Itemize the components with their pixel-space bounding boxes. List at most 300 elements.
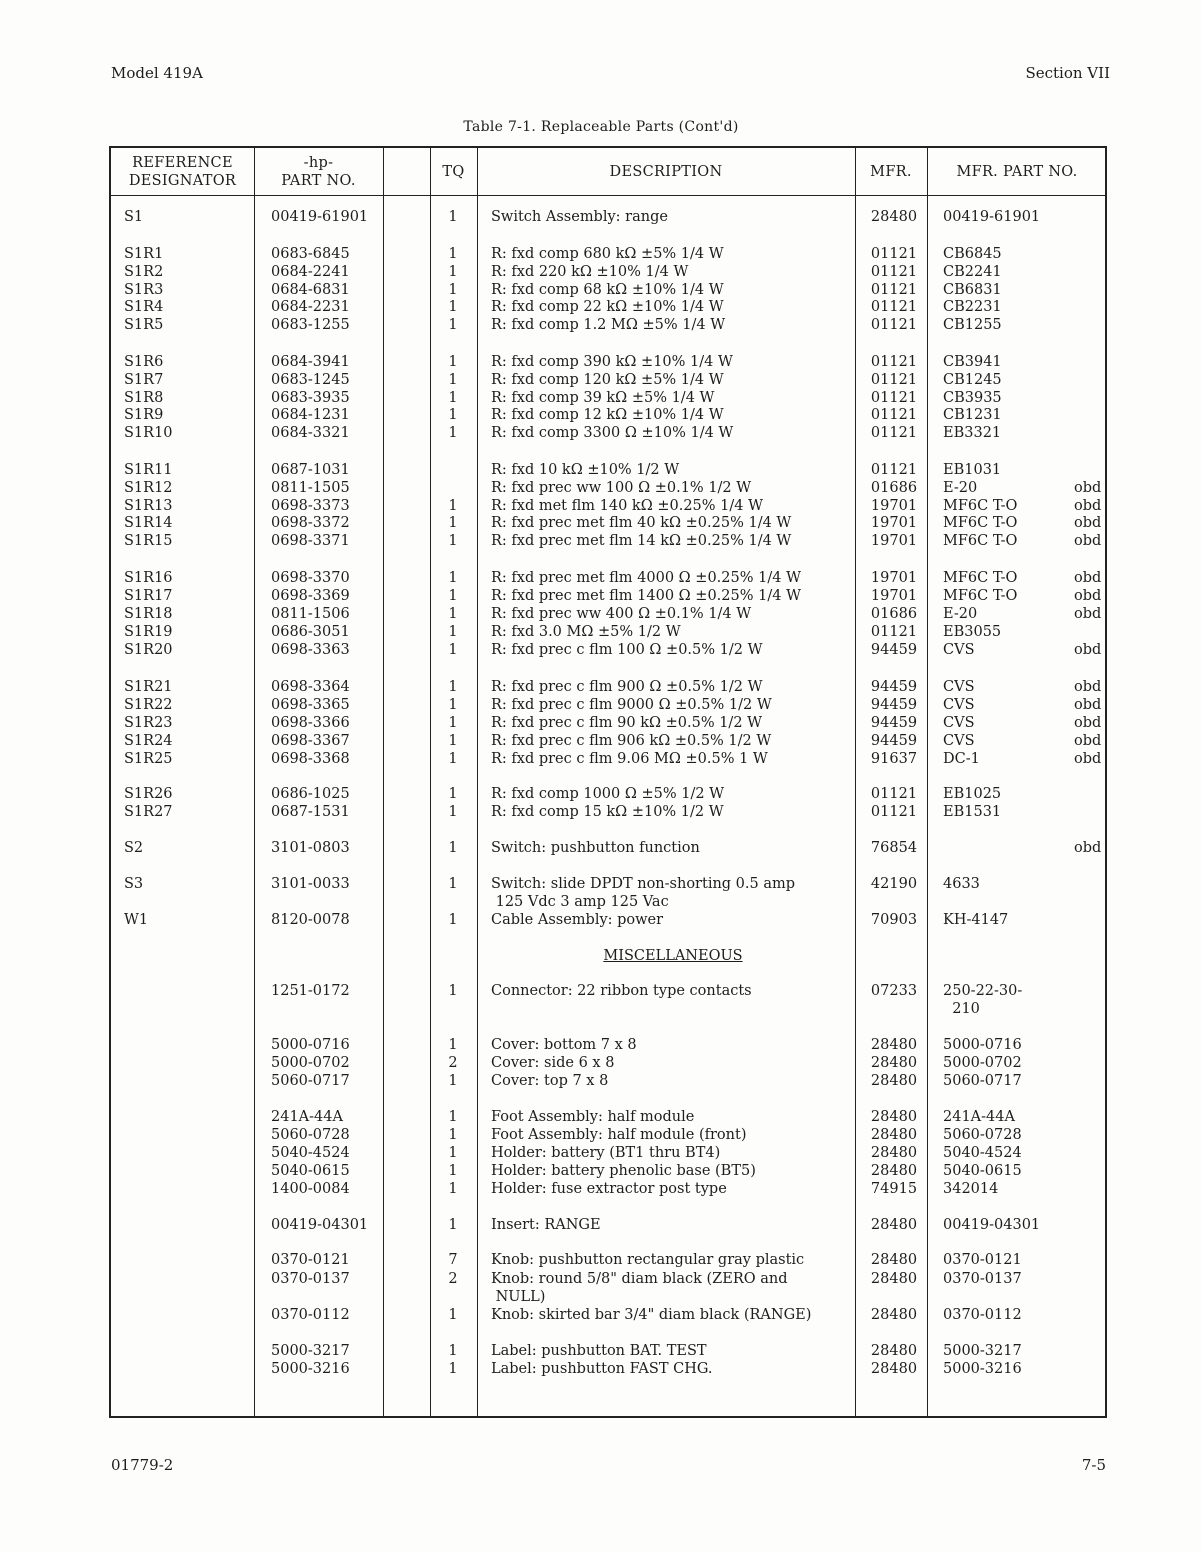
mfr-cell: 28480 — [870, 1037, 918, 1053]
part-no-cell: 0698-3364 — [271, 679, 350, 695]
part-no-cell: 0370-0137 — [271, 1271, 350, 1287]
description-cell: R: fxd prec met flm 14 kΩ ±0.25% 1/4 W — [491, 533, 792, 549]
mfr-cell: 28480 — [870, 1163, 918, 1179]
description-cell: Knob: skirted bar 3/4" diam black (RANGE) — [491, 1307, 812, 1323]
section-heading-row — [111, 947, 1109, 965]
note-cell: obd — [1074, 606, 1102, 622]
description-cell: R: fxd comp 22 kΩ ±10% 1/4 W — [491, 299, 724, 315]
mfr-part-no-cell: 4633 — [943, 876, 980, 892]
mfr-cell: 01121 — [870, 390, 918, 406]
table-row — [111, 587, 1109, 605]
description-cell: R: fxd prec ww 400 Ω ±0.1% 1/4 W — [491, 606, 752, 622]
part-no-cell: 0698-3366 — [271, 715, 350, 731]
description-cell: R: fxd 220 kΩ ±10% 1/4 W — [491, 264, 689, 280]
part-no-cell: 5000-3217 — [271, 1343, 350, 1359]
mfr-cell: 01121 — [870, 462, 918, 478]
note-cell: obd — [1074, 697, 1102, 713]
table-row — [111, 532, 1109, 550]
part-no-cell: 0683-3935 — [271, 390, 350, 406]
tq-cell: 1 — [448, 733, 458, 749]
table-row — [111, 389, 1109, 407]
description-cell: R: fxd met flm 140 kΩ ±0.25% 1/4 W — [491, 498, 764, 514]
note-cell: obd — [1074, 642, 1102, 658]
mfr-cell: 28480 — [870, 1055, 918, 1071]
ref-cell: S1R10 — [124, 425, 173, 441]
tq-cell: 1 — [448, 1073, 458, 1089]
tq-cell: 1 — [448, 840, 458, 856]
ref-cell: S1R13 — [124, 498, 173, 514]
tq-cell: 1 — [448, 876, 458, 892]
part-no-cell: 0686-1025 — [271, 786, 350, 802]
tq-cell: 1 — [448, 1145, 458, 1161]
tq-cell: 1 — [448, 354, 458, 370]
table-row — [111, 1054, 1109, 1072]
section-heading: MISCELLANEOUS — [603, 948, 743, 964]
tq-cell: 1 — [448, 246, 458, 262]
tq-cell: 1 — [448, 624, 458, 640]
part-no-cell: 1251-0172 — [271, 983, 350, 999]
mfr-cell: 01121 — [870, 372, 918, 388]
mfr-part-no-cell: E-20 — [943, 606, 978, 622]
part-no-cell: 5000-0716 — [271, 1037, 350, 1053]
tq-cell: 1 — [448, 751, 458, 767]
tq-cell: 2 — [448, 1055, 458, 1071]
header-rule — [111, 195, 1105, 196]
note-cell: obd — [1074, 715, 1102, 731]
tq-cell: 1 — [448, 264, 458, 280]
mfr-cell: 19701 — [870, 570, 918, 586]
table-row — [111, 1108, 1109, 1126]
tq-cell: 1 — [448, 209, 458, 225]
part-no-cell: 0684-2241 — [271, 264, 350, 280]
description-cell: Holder: battery (BT1 thru BT4) — [491, 1145, 721, 1161]
description-cell: Insert: RANGE — [491, 1217, 601, 1233]
table-row — [111, 839, 1109, 857]
tq-cell: 2 — [448, 1271, 458, 1287]
note-cell: obd — [1074, 515, 1102, 531]
table-row — [111, 479, 1109, 497]
col-header-description: DESCRIPTION — [609, 163, 723, 180]
mfr-part-no-cell: 342014 — [943, 1181, 999, 1197]
ref-cell: S1R23 — [124, 715, 173, 731]
mfr-part-no-cell: EB1031 — [943, 462, 1002, 478]
description-cell: R: fxd prec c flm 9.06 MΩ ±0.5% 1 W — [491, 751, 768, 767]
ref-cell: S1R2 — [124, 264, 164, 280]
mfr-cell: 01686 — [870, 606, 918, 622]
table-row — [111, 1270, 1109, 1288]
ref-cell: S1R3 — [124, 282, 164, 298]
description-cell: Label: pushbutton BAT. TEST — [491, 1343, 707, 1359]
description-cell: Cover: bottom 7 x 8 — [491, 1037, 637, 1053]
model-label: Model 419A — [111, 64, 203, 82]
mfr-cell: 28480 — [870, 1145, 918, 1161]
table-row — [111, 245, 1109, 263]
tq-cell: 1 — [448, 372, 458, 388]
col-header-mfr-part-no: MFR. PART NO. — [956, 163, 1078, 180]
part-no-cell: 0698-3363 — [271, 642, 350, 658]
mfr-cell: 01121 — [870, 354, 918, 370]
table-row — [111, 298, 1109, 316]
mfr-cell: 28480 — [870, 1073, 918, 1089]
tq-cell: 1 — [448, 642, 458, 658]
table-row — [111, 514, 1109, 532]
mfr-part-no-cell: 210 — [943, 1001, 980, 1017]
tq-cell: 1 — [448, 317, 458, 333]
table-row — [111, 1342, 1109, 1360]
mfr-cell: 01686 — [870, 480, 918, 496]
part-no-cell: 0698-3367 — [271, 733, 350, 749]
description-cell: Switch: pushbutton function — [491, 840, 700, 856]
part-no-cell: 5000-0702 — [271, 1055, 350, 1071]
mfr-cell: 01121 — [870, 407, 918, 423]
mfr-cell: 42190 — [870, 876, 918, 892]
tq-cell: 1 — [448, 912, 458, 928]
mfr-cell: 19701 — [870, 588, 918, 604]
mfr-part-no-cell: 0370-0112 — [943, 1307, 1022, 1323]
part-no-cell: 3101-0033 — [271, 876, 350, 892]
note-cell: obd — [1074, 480, 1102, 496]
note-cell: obd — [1074, 570, 1102, 586]
mfr-part-no-cell: CVS — [943, 733, 975, 749]
ref-cell: S1R27 — [124, 804, 173, 820]
col-header-reference: REFERENCE DESIGNATOR — [128, 154, 237, 189]
mfr-cell: 19701 — [870, 515, 918, 531]
table-row — [111, 406, 1109, 424]
description-cell: R: fxd comp 15 kΩ ±10% 1/2 W — [491, 804, 724, 820]
mfr-cell: 28480 — [870, 1307, 918, 1323]
description-cell: R: fxd prec met flm 4000 Ω ±0.25% 1/4 W — [491, 570, 801, 586]
table-row — [111, 623, 1109, 641]
table-row — [111, 803, 1109, 821]
mfr-cell: 70903 — [870, 912, 918, 928]
note-cell: obd — [1074, 588, 1102, 604]
part-no-cell: 5000-3216 — [271, 1361, 350, 1377]
mfr-part-no-cell: KH-4147 — [943, 912, 1009, 928]
mfr-cell: 01121 — [870, 317, 918, 333]
table-row — [111, 497, 1109, 515]
table-row — [111, 641, 1109, 659]
part-no-cell: 0684-1231 — [271, 407, 350, 423]
tq-cell: 1 — [448, 697, 458, 713]
description-cell: R: fxd comp 12 kΩ ±10% 1/4 W — [491, 407, 724, 423]
part-no-cell: 5060-0717 — [271, 1073, 350, 1089]
part-no-cell: 0370-0121 — [271, 1252, 350, 1268]
mfr-part-no-cell: CB3941 — [943, 354, 1002, 370]
part-no-cell: 0683-1245 — [271, 372, 350, 388]
table-row — [111, 875, 1109, 893]
ref-cell: S1R25 — [124, 751, 173, 767]
mfr-cell: 01121 — [870, 786, 918, 802]
description-cell: R: fxd comp 39 kΩ ±5% 1/4 W — [491, 390, 715, 406]
mfr-part-no-cell: MF6C T-O — [943, 498, 1018, 514]
mfr-cell: 94459 — [870, 679, 918, 695]
mfr-cell: 01121 — [870, 425, 918, 441]
tq-cell: 1 — [448, 533, 458, 549]
description-cell: 125 Vdc 3 amp 125 Vac — [491, 894, 669, 910]
mfr-part-no-cell: E-20 — [943, 480, 978, 496]
ref-cell: S1R26 — [124, 786, 173, 802]
tq-cell: 7 — [448, 1252, 458, 1268]
part-no-cell: 0698-3365 — [271, 697, 350, 713]
ref-cell: S3 — [124, 876, 144, 892]
mfr-part-no-cell: EB3055 — [943, 624, 1002, 640]
mfr-part-no-cell: CB1231 — [943, 407, 1002, 423]
mfr-part-no-cell: MF6C T-O — [943, 533, 1018, 549]
table-row — [111, 281, 1109, 299]
tq-cell: 1 — [448, 1343, 458, 1359]
table-row — [111, 1036, 1109, 1054]
description-cell: R: fxd 10 kΩ ±10% 1/2 W — [491, 462, 680, 478]
col-header-mfr: MFR. — [870, 163, 912, 180]
table-row — [111, 316, 1109, 334]
col-header-part-no: -hp- PART NO. — [281, 154, 356, 189]
mfr-cell: 28480 — [870, 1127, 918, 1143]
table-row — [111, 893, 1109, 911]
description-cell: Switch: slide DPDT non-shorting 0.5 amp — [491, 876, 796, 892]
table-row — [111, 208, 1109, 226]
part-no-cell: 0687-1531 — [271, 804, 350, 820]
ref-cell: S1R16 — [124, 570, 173, 586]
ref-cell: S1R24 — [124, 733, 173, 749]
mfr-cell: 01121 — [870, 282, 918, 298]
mfr-part-no-cell: MF6C T-O — [943, 588, 1018, 604]
part-no-cell: 0683-1255 — [271, 317, 350, 333]
part-no-cell: 0698-3372 — [271, 515, 350, 531]
part-no-cell: 0684-3941 — [271, 354, 350, 370]
tq-cell: 1 — [448, 715, 458, 731]
document-number: 01779-2 — [111, 1456, 174, 1474]
description-cell: R: fxd prec c flm 906 kΩ ±0.5% 1/2 W — [491, 733, 772, 749]
description-cell: R: fxd 3.0 MΩ ±5% 1/2 W — [491, 624, 681, 640]
mfr-cell: 01121 — [870, 264, 918, 280]
mfr-part-no-cell: CB2241 — [943, 264, 1002, 280]
mfr-cell: 28480 — [870, 1271, 918, 1287]
mfr-cell: 01121 — [870, 246, 918, 262]
tq-cell: 1 — [448, 1163, 458, 1179]
table-row — [111, 750, 1109, 768]
ref-cell: S1R21 — [124, 679, 173, 695]
tq-cell: 1 — [448, 390, 458, 406]
mfr-part-no-cell: 0370-0137 — [943, 1271, 1022, 1287]
note-cell: obd — [1074, 840, 1102, 856]
table-row — [111, 1126, 1109, 1144]
tq-cell: 1 — [448, 786, 458, 802]
note-cell: obd — [1074, 498, 1102, 514]
mfr-cell: 01121 — [870, 804, 918, 820]
description-cell: NULL) — [491, 1289, 546, 1305]
mfr-part-no-cell: MF6C T-O — [943, 515, 1018, 531]
note-cell: obd — [1074, 751, 1102, 767]
description-cell: R: fxd comp 3300 Ω ±10% 1/4 W — [491, 425, 734, 441]
mfr-part-no-cell: EB3321 — [943, 425, 1002, 441]
ref-cell: S2 — [124, 840, 144, 856]
mfr-part-no-cell: DC-1 — [943, 751, 980, 767]
note-cell: obd — [1074, 533, 1102, 549]
part-no-cell: 1400-0084 — [271, 1181, 350, 1197]
table-caption: Table 7-1. Replaceable Parts (Cont'd) — [463, 119, 739, 135]
table-row — [111, 605, 1109, 623]
description-cell: Cover: top 7 x 8 — [491, 1073, 609, 1089]
table-row — [111, 785, 1109, 803]
mfr-part-no-cell: CVS — [943, 642, 975, 658]
tq-cell: 1 — [448, 679, 458, 695]
section-label: Section VII — [1025, 64, 1110, 82]
table-row — [111, 1306, 1109, 1324]
description-cell: R: fxd comp 390 kΩ ±10% 1/4 W — [491, 354, 733, 370]
description-cell: R: fxd prec c flm 900 Ω ±0.5% 1/2 W — [491, 679, 763, 695]
mfr-part-no-cell: 00419-61901 — [943, 209, 1041, 225]
ref-cell: S1R17 — [124, 588, 173, 604]
tq-cell: 1 — [448, 515, 458, 531]
ref-cell: S1R18 — [124, 606, 173, 622]
mfr-cell: 76854 — [870, 840, 918, 856]
mfr-part-no-cell: CB1245 — [943, 372, 1002, 388]
mfr-cell: 94459 — [870, 697, 918, 713]
table-row — [111, 678, 1109, 696]
ref-cell: S1R4 — [124, 299, 164, 315]
table-row — [111, 461, 1109, 479]
description-cell: Label: pushbutton FAST CHG. — [491, 1361, 713, 1377]
mfr-part-no-cell: EB1531 — [943, 804, 1002, 820]
mfr-part-no-cell: 250-22-30- — [943, 983, 1023, 999]
part-no-cell: 3101-0803 — [271, 840, 350, 856]
mfr-part-no-cell: EB1025 — [943, 786, 1002, 802]
part-no-cell: 0684-2231 — [271, 299, 350, 315]
ref-cell: S1R14 — [124, 515, 173, 531]
description-cell: Cover: side 6 x 8 — [491, 1055, 615, 1071]
table-row — [111, 1162, 1109, 1180]
part-no-cell: 0683-6845 — [271, 246, 350, 262]
part-no-cell: 8120-0078 — [271, 912, 350, 928]
ref-cell: S1R1 — [124, 246, 164, 262]
ref-cell: S1R20 — [124, 642, 173, 658]
description-cell: Knob: pushbutton rectangular gray plastic — [491, 1252, 805, 1268]
col-header-tq: TQ — [442, 163, 465, 180]
part-no-cell: 5040-4524 — [271, 1145, 350, 1161]
mfr-cell: 74915 — [870, 1181, 918, 1197]
part-no-cell: 5040-0615 — [271, 1163, 350, 1179]
part-no-cell: 0698-3368 — [271, 751, 350, 767]
tq-cell: 1 — [448, 1037, 458, 1053]
ref-cell: S1R6 — [124, 354, 164, 370]
description-cell: Switch Assembly: range — [491, 209, 668, 225]
part-no-cell: 0698-3371 — [271, 533, 350, 549]
tq-cell: 1 — [448, 407, 458, 423]
part-no-cell: 0698-3370 — [271, 570, 350, 586]
mfr-part-no-cell: CVS — [943, 715, 975, 731]
mfr-part-no-cell: CB1255 — [943, 317, 1002, 333]
description-cell: R: fxd prec c flm 100 Ω ±0.5% 1/2 W — [491, 642, 763, 658]
part-no-cell: 0684-6831 — [271, 282, 350, 298]
tq-cell: 1 — [448, 1109, 458, 1125]
mfr-cell: 19701 — [870, 498, 918, 514]
mfr-part-no-cell: 5000-0716 — [943, 1037, 1022, 1053]
mfr-part-no-cell: 5000-3217 — [943, 1343, 1022, 1359]
ref-cell: S1R15 — [124, 533, 173, 549]
description-cell: Holder: fuse extractor post type — [491, 1181, 727, 1197]
part-no-cell: 241A-44A — [271, 1109, 343, 1125]
part-no-cell: 0698-3373 — [271, 498, 350, 514]
ref-cell: W1 — [124, 912, 149, 928]
mfr-part-no-cell: CVS — [943, 697, 975, 713]
mfr-cell: 07233 — [870, 983, 918, 999]
description-cell: R: fxd comp 68 kΩ ±10% 1/4 W — [491, 282, 724, 298]
mfr-part-no-cell: CB6831 — [943, 282, 1002, 298]
tq-cell: 1 — [448, 498, 458, 514]
tq-cell: 1 — [448, 570, 458, 586]
mfr-part-no-cell: 0370-0121 — [943, 1252, 1022, 1268]
description-cell: Holder: battery phenolic base (BT5) — [491, 1163, 756, 1179]
mfr-cell: 01121 — [870, 624, 918, 640]
mfr-part-no-cell: 5000-3216 — [943, 1361, 1022, 1377]
table-row — [111, 353, 1109, 371]
mfr-part-no-cell: 5060-0728 — [943, 1127, 1022, 1143]
description-cell: Connector: 22 ribbon type contacts — [491, 983, 752, 999]
part-no-cell: 0687-1031 — [271, 462, 350, 478]
tq-cell: 1 — [448, 1181, 458, 1197]
part-no-cell: 0811-1506 — [271, 606, 350, 622]
mfr-part-no-cell: CB3935 — [943, 390, 1002, 406]
mfr-part-no-cell: 00419-04301 — [943, 1217, 1041, 1233]
tq-cell: 1 — [448, 1217, 458, 1233]
mfr-cell: 28480 — [870, 1109, 918, 1125]
table-row — [111, 371, 1109, 389]
mfr-cell: 94459 — [870, 642, 918, 658]
ref-cell: S1R19 — [124, 624, 173, 640]
description-cell: R: fxd prec c flm 9000 Ω ±0.5% 1/2 W — [491, 697, 772, 713]
mfr-part-no-cell: CB6845 — [943, 246, 1002, 262]
table-row — [111, 714, 1109, 732]
part-no-cell: 0370-0112 — [271, 1307, 350, 1323]
mfr-cell: 28480 — [870, 1361, 918, 1377]
description-cell: R: fxd prec c flm 90 kΩ ±0.5% 1/2 W — [491, 715, 763, 731]
mfr-part-no-cell: MF6C T-O — [943, 570, 1018, 586]
table-row — [111, 1000, 1109, 1018]
tq-cell: 1 — [448, 282, 458, 298]
mfr-part-no-cell: 5040-0615 — [943, 1163, 1022, 1179]
part-no-cell: 0686-3051 — [271, 624, 350, 640]
description-cell: R: fxd comp 680 kΩ ±5% 1/4 W — [491, 246, 724, 262]
note-cell: obd — [1074, 733, 1102, 749]
table-row — [111, 1144, 1109, 1162]
table-row — [111, 696, 1109, 714]
tq-cell: 1 — [448, 1307, 458, 1323]
tq-cell: 1 — [448, 606, 458, 622]
table-row — [111, 1072, 1109, 1090]
mfr-part-no-cell: 5040-4524 — [943, 1145, 1022, 1161]
mfr-part-no-cell: 5060-0717 — [943, 1073, 1022, 1089]
mfr-cell: 94459 — [870, 715, 918, 731]
ref-cell: S1R7 — [124, 372, 164, 388]
table-row — [111, 263, 1109, 281]
ref-cell: S1R22 — [124, 697, 173, 713]
ref-cell: S1R11 — [124, 462, 173, 478]
table-row — [111, 1251, 1109, 1269]
mfr-part-no-cell: CVS — [943, 679, 975, 695]
ref-cell: S1R12 — [124, 480, 173, 496]
tq-cell: 1 — [448, 299, 458, 315]
mfr-cell: 91637 — [870, 751, 918, 767]
part-no-cell: 0698-3369 — [271, 588, 350, 604]
mfr-part-no-cell: 241A-44A — [943, 1109, 1015, 1125]
tq-cell: 1 — [448, 588, 458, 604]
description-cell: Foot Assembly: half module — [491, 1109, 695, 1125]
replaceable-parts-table — [109, 146, 1107, 1418]
table-row — [111, 732, 1109, 750]
page-number: 7-5 — [1081, 1456, 1106, 1474]
note-cell: obd — [1074, 679, 1102, 695]
ref-cell: S1 — [124, 209, 144, 225]
